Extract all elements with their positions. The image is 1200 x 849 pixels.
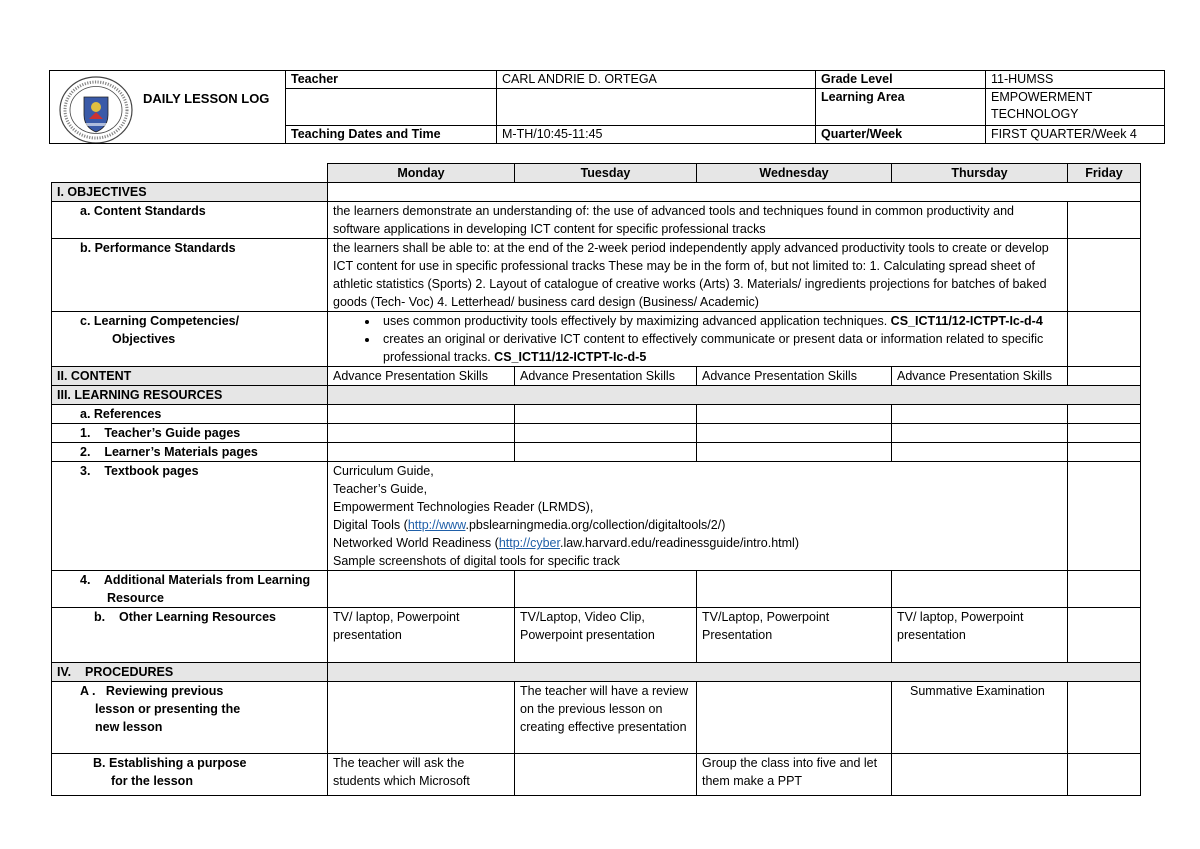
references-label: a. References	[52, 405, 328, 424]
digital-tools-link[interactable]: http://www	[407, 518, 466, 532]
performance-standards-label: b. Performance Standards	[52, 239, 328, 312]
competency-item: • uses common productivity tools effectively by maximizing advanced application techniques. CS_ICT11/12-ICTPT-Ic-d-4	[379, 312, 1062, 330]
content-tuesday: Advance Presentation Skills	[515, 367, 697, 386]
reviewing-thursday: Summative Examination	[892, 682, 1068, 754]
logo-title-cell	[50, 71, 286, 144]
content-standards-label: a. Content Standards	[52, 202, 328, 239]
deped-seal-icon	[58, 75, 134, 144]
teacher-value: CARL ANDRIE D. ORTEGA	[497, 71, 816, 89]
day-header-tuesday: Tuesday	[515, 164, 697, 183]
learning-area-label: Learning Area	[816, 89, 986, 126]
textbook-pages-label: 3. Textbook pages	[52, 462, 328, 571]
section-learning-resources: III. LEARNING RESOURCES	[52, 386, 328, 405]
day-header-wednesday: Wednesday	[697, 164, 892, 183]
teacher-label: Teacher	[286, 71, 497, 89]
header-table	[49, 70, 1165, 144]
networked-readiness-link[interactable]: http://cyber	[498, 536, 560, 550]
learning-competencies-label: c. Learning Competencies/ Objectives	[52, 312, 328, 367]
establishing-purpose-monday: The teacher will ask the students which Microsoft	[328, 754, 515, 796]
document-title: DAILY LESSON LOG	[143, 91, 270, 106]
grade-level-value: 11-HUMSS	[986, 71, 1165, 89]
content-wednesday: Advance Presentation Skills	[697, 367, 892, 386]
other-resources-tuesday: TV/Laptop, Video Clip, Powerpoint presentation	[515, 608, 697, 663]
establishing-purpose-label: B. Establishing a purpose for the lesson	[52, 754, 328, 796]
other-resources-monday: TV/ laptop, Powerpoint presentation	[328, 608, 515, 663]
lesson-log-table	[51, 163, 1141, 796]
reviewing-lesson-label: A . Reviewing previous lesson or presenting the new lesson	[52, 682, 328, 754]
day-header-thursday: Thursday	[892, 164, 1068, 183]
additional-materials-label: 4. Additional Materials from Learning Resource	[52, 571, 328, 608]
day-header-monday: Monday	[328, 164, 515, 183]
learners-materials-label: 2. Learner’s Materials pages	[52, 443, 328, 462]
section-objectives: I. OBJECTIVES	[52, 183, 328, 202]
learning-competencies-list	[328, 312, 1068, 367]
grade-level-label: Grade Level	[816, 71, 986, 89]
other-resources-thursday: TV/ laptop, Powerpoint presentation	[892, 608, 1068, 663]
performance-standards-text: the learners shall be able to: at the end of the 2-week period independently apply advanced productivity tools to create or develop ICT content for use in specific professional tracks These may be in the form of, but not limited to: 1. Calculating spread sheet of athletic statistics (Sports) 2. Layout of catalogue of creative works (Arts) 3. Materials/ ingredients projections for batches of baked goods (Tech- Voc) 4. Letterhead/ business card design (Business/ Academic)	[328, 239, 1068, 312]
content-monday: Advance Presentation Skills	[328, 367, 515, 386]
section-content: II. CONTENT	[52, 367, 328, 386]
section-procedures: IV. PROCEDURES	[52, 663, 328, 682]
content-standards-text: the learners demonstrate an understanding of: the use of advanced tools and techniques found in common productivity and software applications in developing ICT content for specific professional tracks	[328, 202, 1068, 239]
competency-item: • creates an original or derivative ICT content to effectively communicate or present data or information related to specific professional tracks. CS_ICT11/12-ICTPT-Ic-d-5	[379, 330, 1062, 366]
quarter-week-value: FIRST QUARTER/Week 4	[986, 126, 1165, 144]
day-header-friday: Friday	[1068, 164, 1141, 183]
content-thursday: Advance Presentation Skills	[892, 367, 1068, 386]
establishing-purpose-wednesday: Group the class into five and let them make a PPT	[697, 754, 892, 796]
other-resources-wednesday: TV/Laptop, Powerpoint Presentation	[697, 608, 892, 663]
reviewing-tuesday: The teacher will have a review on the previous lesson on creating effective presentation	[515, 682, 697, 754]
quarter-week-label: Quarter/Week	[816, 126, 986, 144]
learning-area-value: EMPOWERMENT TECHNOLOGY	[986, 89, 1165, 126]
textbook-pages-list: Curriculum Guide, Teacher’s Guide, Empowerment Technologies Reader (LRMDS), Digital Tools (http://www.pbslearningmedia.org/collection/digitaltools/2/) Networked World Readiness (http://cyber.law.harvard.edu/readinessguide/intro.html) Sample screenshots of digital tools for specific track	[328, 462, 1068, 571]
other-resources-label: b. Other Learning Resources	[52, 608, 328, 663]
teaching-dates-value: M-TH/10:45-11:45	[497, 126, 816, 144]
teachers-guide-label: 1. Teacher’s Guide pages	[52, 424, 328, 443]
teaching-dates-label: Teaching Dates and Time	[286, 126, 497, 144]
